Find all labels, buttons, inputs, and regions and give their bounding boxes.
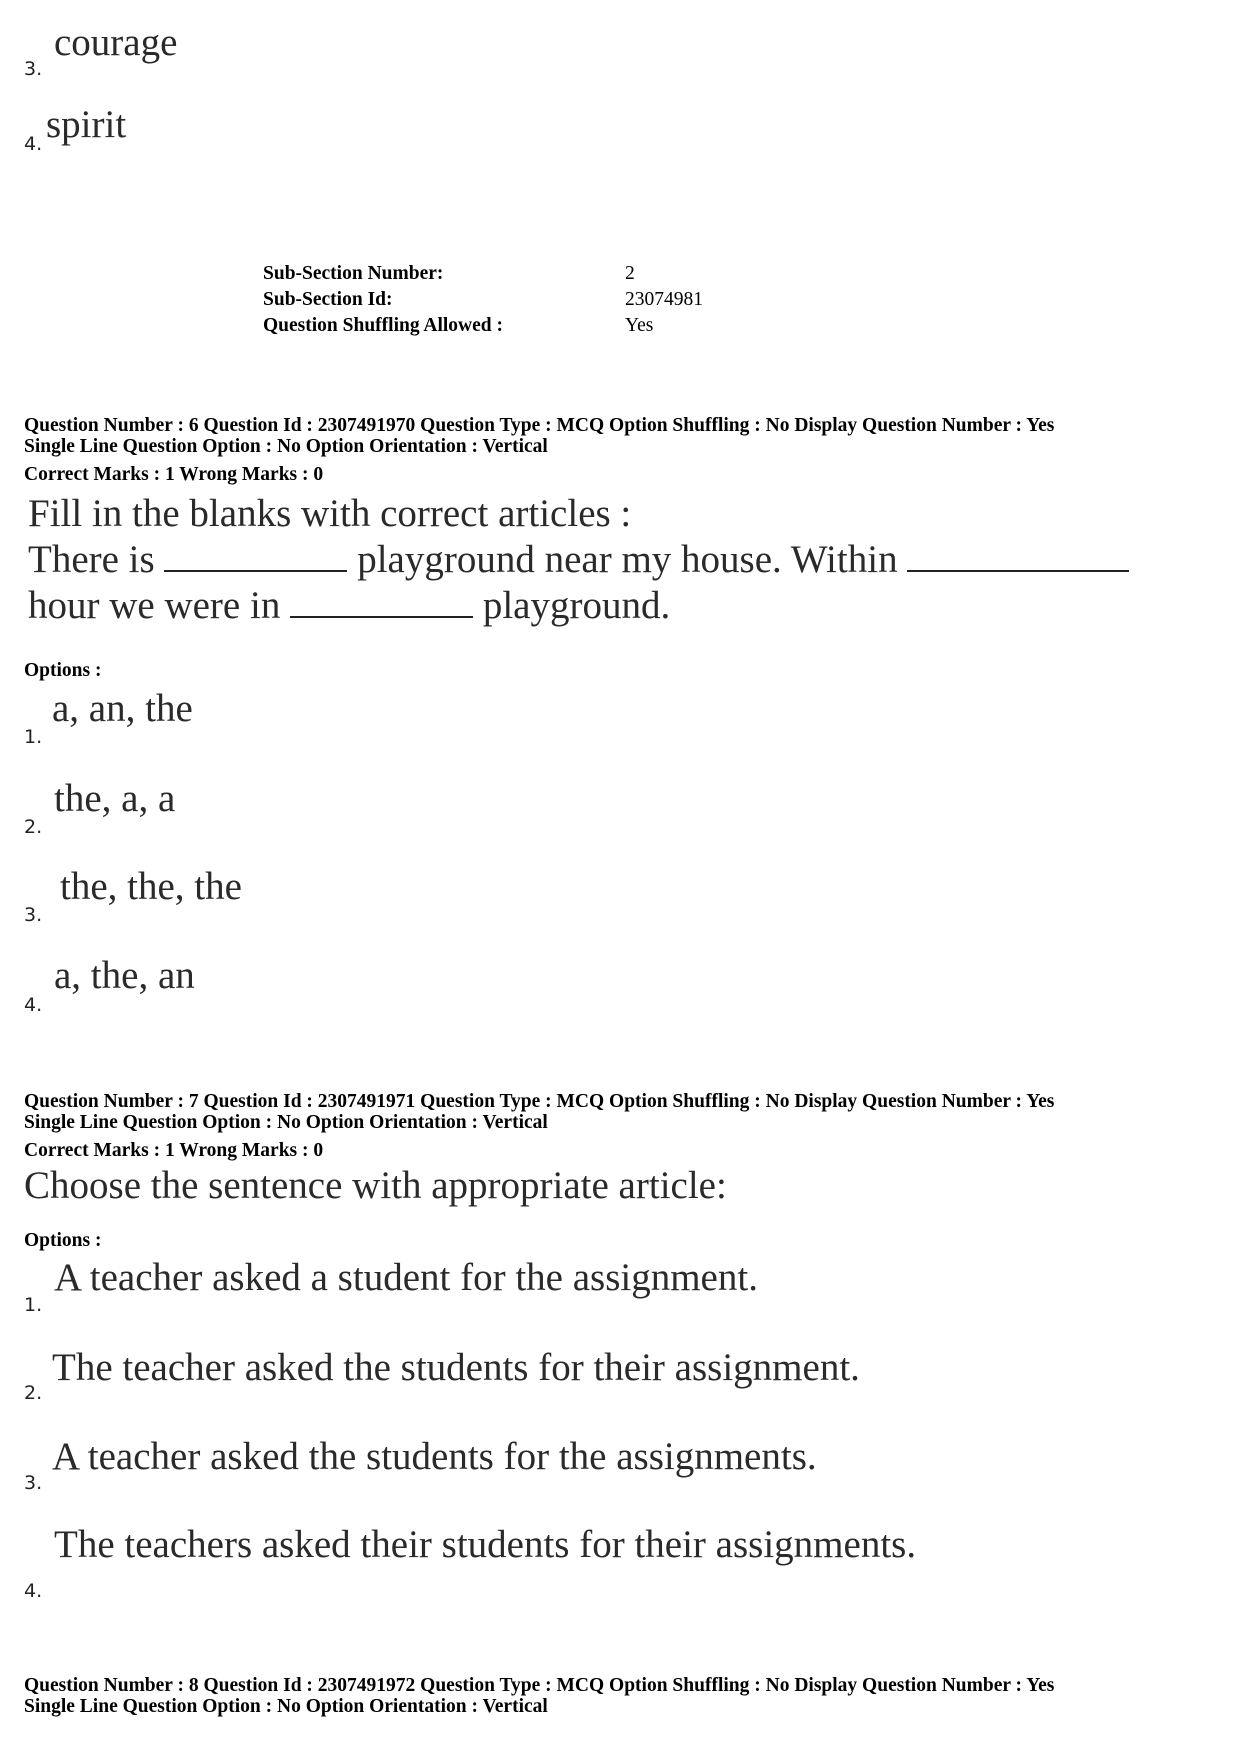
answer-blank: [290, 586, 473, 618]
question-shuffling-label: Question Shuffling Allowed :: [263, 315, 504, 336]
question-marks: Correct Marks : 1 Wrong Marks : 0: [24, 464, 324, 485]
question-text-segment: hour we were in: [28, 584, 281, 627]
question-meta-line2: Single Line Question Option : No Option Orientation : Vertical: [24, 436, 548, 457]
question-text-segment: There is: [28, 538, 155, 581]
option-text: courage: [54, 21, 178, 64]
option-number: 4.: [24, 1580, 43, 1602]
option-number: 2.: [24, 816, 43, 838]
question-text: Choose the sentence with appropriate article:: [24, 1164, 727, 1207]
option-text: the, a, a: [54, 777, 176, 820]
option-number: 3.: [24, 58, 43, 80]
subsection-number-label: Sub-Section Number:: [263, 263, 444, 284]
option-number: 3.: [24, 904, 43, 926]
subsection-id-value: 23074981: [625, 289, 703, 310]
option-number: 1.: [24, 726, 43, 748]
answer-blank: [907, 540, 1129, 572]
option-text: a, an, the: [52, 687, 193, 730]
option-text: the, the, the: [60, 865, 242, 908]
question-meta-line2: Single Line Question Option : No Option Orientation : Vertical: [24, 1696, 548, 1717]
options-label: Options :: [24, 660, 102, 681]
option-number: 4.: [24, 133, 43, 155]
question-shuffling-value: Yes: [625, 315, 654, 336]
option-text: A teacher asked the students for the assignments.: [52, 1435, 817, 1478]
question-text-segment: playground.: [482, 584, 671, 627]
option-number: 1.: [24, 1294, 43, 1316]
option-number: 3.: [24, 1472, 43, 1494]
options-label: Options :: [24, 1230, 102, 1251]
question-text-line2: [28, 537, 1129, 583]
question-marks: Correct Marks : 1 Wrong Marks : 0: [24, 1140, 324, 1161]
question-text-line3: [28, 583, 670, 629]
option-number: 4.: [24, 994, 43, 1016]
answer-blank: [164, 540, 347, 572]
question-meta-line1: Question Number : 7 Question Id : 2307491971 Question Type : MCQ Option Shuffling : No Display Question Number : Yes: [24, 1091, 1055, 1112]
question-meta-line2: Single Line Question Option : No Option Orientation : Vertical: [24, 1112, 548, 1133]
option-text: The teacher asked the students for their assignment.: [52, 1346, 860, 1389]
subsection-id-label: Sub-Section Id:: [263, 289, 393, 310]
option-text: A teacher asked a student for the assignment.: [54, 1256, 758, 1299]
option-text: The teachers asked their students for their assignments.: [54, 1523, 917, 1566]
subsection-number-value: 2: [625, 263, 635, 284]
question-meta-line1: Question Number : 6 Question Id : 2307491970 Question Type : MCQ Option Shuffling : No Display Question Number : Yes: [24, 415, 1055, 436]
option-text: spirit: [46, 103, 127, 146]
question-meta-line1: Question Number : 8 Question Id : 2307491972 Question Type : MCQ Option Shuffling : No Display Question Number : Yes: [24, 1675, 1055, 1696]
option-number: 2.: [24, 1382, 43, 1404]
question-text-line1: Fill in the blanks with correct articles :: [28, 492, 632, 535]
question-text-segment: playground near my house. Within: [357, 538, 898, 581]
option-text: a, the, an: [54, 954, 195, 997]
